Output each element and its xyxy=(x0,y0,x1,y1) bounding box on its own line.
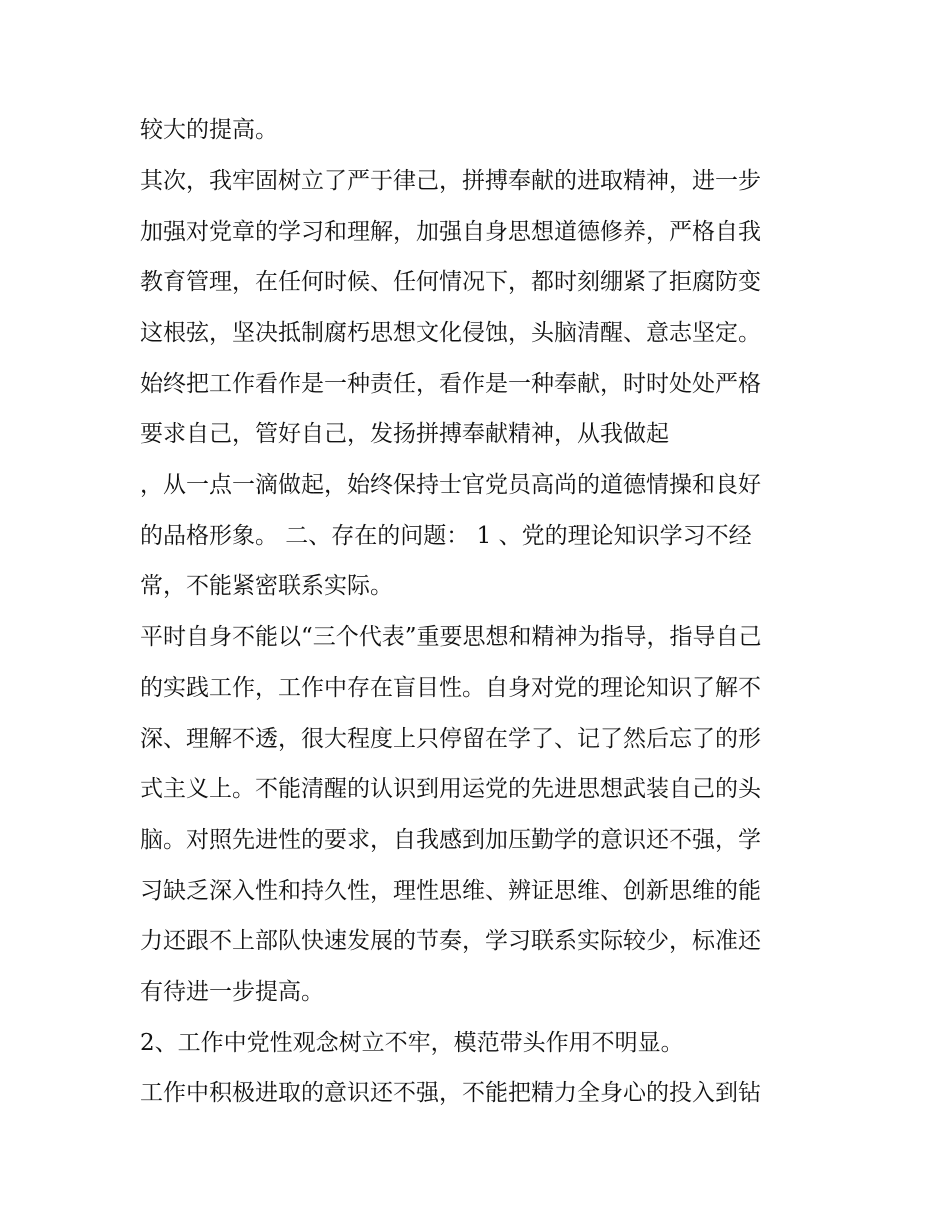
text-line: 加强对党章的学习和理解，加强自身思想道德修养，严格自我 xyxy=(140,219,761,245)
text-line: 式主义上。不能清醒的认识到用运党的先进思想武装自己的头 xyxy=(140,776,761,802)
text-line: 力还跟不上部队快速发展的节奏，学习联系实际较少，标准还 xyxy=(140,928,761,954)
text-line: 这根弦，坚决抵制腐朽思想文化侵蚀，头脑清醒、意志坚定。 xyxy=(140,320,761,346)
text-line: 有待进一步提高。 xyxy=(140,979,324,1005)
text-line: 常，不能紧密联系实际。 xyxy=(140,573,393,599)
text-line: 习缺乏深入性和持久性，理性思维、辨证思维、创新思维的能 xyxy=(140,878,761,904)
text-line: 脑。对照先进性的要求，自我感到加压勤学的意识还不强，学 xyxy=(140,827,761,853)
text-line: 教育管理，在任何时候、任何情况下，都时刻绷紧了拒腐防变 xyxy=(140,269,761,295)
text-line: 始终把工作看作是一种责任，看作是一种奉献，时时处处严格 xyxy=(140,371,761,397)
text-line: 2、工作中党性观念树立不牢，模范带头作用不明显。 xyxy=(140,1030,684,1056)
text-line: 平时自身不能以“三个代表”重要思想和精神为指导，指导自己 xyxy=(140,624,762,650)
text-line: 工作中积极进取的意识还不强，不能把精力全身心的投入到钻 xyxy=(140,1080,761,1106)
text-line: ，从一点一滴做起，始终保持士官党员高尚的道德情操和良好 xyxy=(140,472,761,498)
text-line: 深、理解不透，很大程度上只停留在学了、记了然后忘了的形 xyxy=(140,726,761,752)
text-line: 要求自己，管好自己，发扬拼搏奉献精神，从我做起 xyxy=(140,421,669,447)
text-line: 其次，我牢固树立了严于律己，拼搏奉献的进取精神，进一步 xyxy=(140,168,761,194)
text-line: 的实践工作，工作中存在盲目性。自身对党的理论知识了解不 xyxy=(140,675,761,701)
text-line: 的品格形象。 二、存在的问题： 1 、党的理论知识学习不经 xyxy=(140,523,752,549)
text-line: 较大的提高。 xyxy=(140,117,278,143)
